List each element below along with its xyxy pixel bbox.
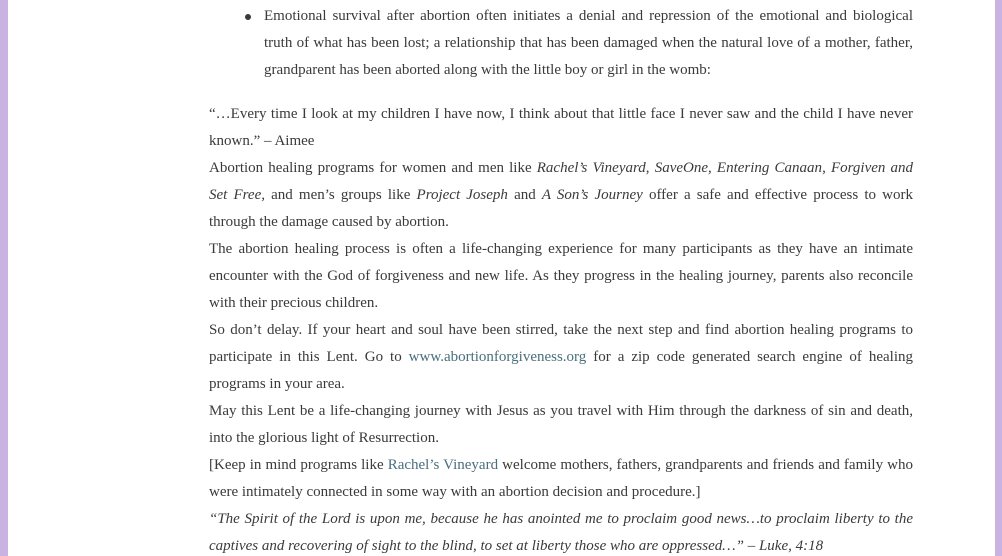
programs-text-4: offer a safe and effective process to work through the damage caused by abortion. xyxy=(209,187,913,230)
bullet-dot-icon xyxy=(245,14,251,20)
delay-paragraph xyxy=(209,317,913,398)
delay-text-1: So don’t delay. If your heart and soul have been stirred, take the next step and find abortion healing programs to participate in this Lent. Go to xyxy=(209,322,913,365)
delay-text-2: for a zip code generated search engine of healing programs in your area. xyxy=(209,349,913,392)
keep-text-2: welcome mothers, fathers, grandparents and friends and family who were intimately connected in some way with an abortion decision and procedure.] xyxy=(209,457,914,500)
bullet-list xyxy=(209,3,913,84)
keep-text-1: [Keep in mind programs like xyxy=(209,457,388,473)
program-saveone: SaveOne xyxy=(654,160,708,176)
bullet-text: Emotional survival after abortion often initiates a denial and repression of the emotional and biological truth of what has been lost; a relationship that has been damaged when the natural love of a mother, father, grandparent has been aborted along with the little boy or girl in the womb: xyxy=(264,8,913,78)
article-body xyxy=(209,3,913,556)
lent-paragraph: May this Lent be a life-changing journey with Jesus as you travel with Him through the darkness of sin and death, into the glorious light of Resurrection. xyxy=(209,403,913,446)
program-project-joseph: Project Joseph xyxy=(416,187,508,203)
healing-paragraph: The abortion healing process is often a life-changing experience for many participants as they have an intimate encounter with the God of forgiveness and new life. As they progress in the healing journey, parents also reconcile with their precious children. xyxy=(209,241,913,311)
testimony-quote xyxy=(209,101,913,155)
program-rachels-vineyard: Rachel’s Vineyard xyxy=(536,160,646,176)
scripture-quote xyxy=(209,506,913,556)
programs-text-1: Abortion healing programs for women and men like xyxy=(209,160,537,176)
program-forgiven-and-set-free: Forgiven and Set Free, xyxy=(209,160,914,203)
programs-paragraph xyxy=(209,155,913,236)
programs-sep-3: , xyxy=(822,160,831,176)
programs-text-3: and xyxy=(507,187,542,203)
page xyxy=(8,0,995,556)
program-a-sons-journey: A Son’s Journey xyxy=(541,187,643,203)
abortionforgiveness-link[interactable]: www.abortionforgiveness.org xyxy=(408,349,587,365)
programs-sep-1: , xyxy=(645,160,655,176)
programs-sep-2: , xyxy=(708,160,717,176)
scripture-text: “The Spirit of the Lord is upon me, because he has anointed me to proclaim good news…to proclaim liberty to the captives and recovering of sight to the blind, to set at liberty those who are oppressed…” xyxy=(209,511,913,554)
list-item xyxy=(264,3,913,84)
scripture-reference: – Luke, 4:18 xyxy=(743,538,824,554)
keep-in-mind-paragraph xyxy=(209,452,913,506)
program-entering-canaan: Entering Canaan xyxy=(716,160,823,176)
quote-text: “…Every time I look at my children I have now, I think about that little face I never saw and the child I have never known.” xyxy=(209,106,913,149)
quote-author: Aimee xyxy=(274,133,315,149)
rachels-vineyard-link[interactable]: Rachel’s Vineyard xyxy=(387,457,499,473)
quote-separator: – xyxy=(260,133,275,149)
programs-text-2: and men’s groups like xyxy=(264,187,417,203)
